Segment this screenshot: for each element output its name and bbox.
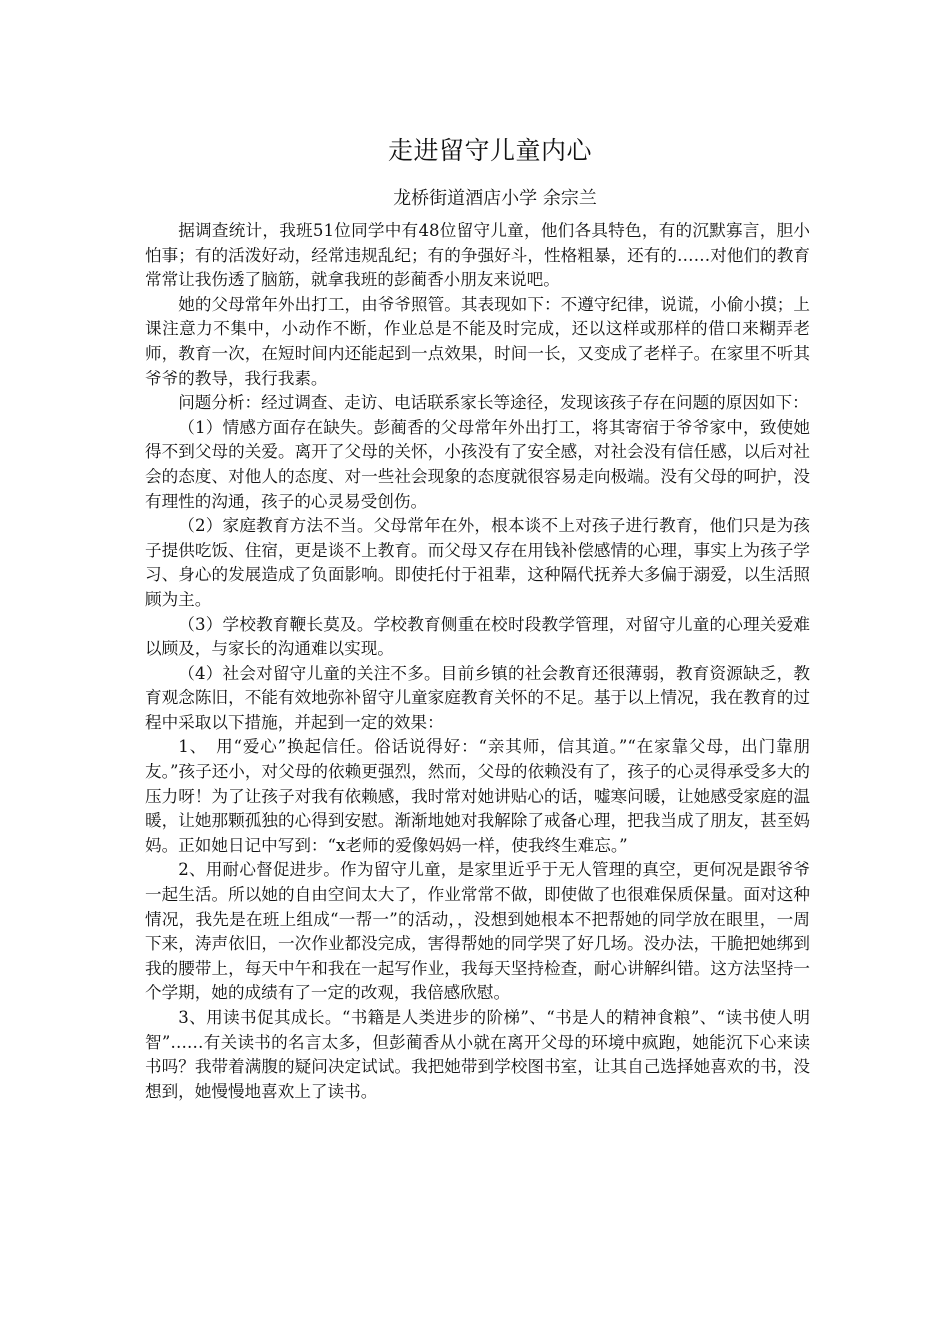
paragraph-cause-4: （4）社会对留守儿童的关注不多。目前乡镇的社会教育还很薄弱，教育资源缺乏，教育观念陈旧，不能有效地弥补留守儿童家庭教育关怀的不足。基于以上情况，我在教育的过程中采取以下措施，并起到一定的效果：	[145, 663, 810, 732]
paragraph-measure-1: 1、 用“爱心”换起信任。俗话说得好：“亲其师，信其道。”“在家靠父母，出门靠朋友。”孩子还小，对父母的依赖更强烈，然而，父母的依赖没有了，孩子的心灵得承受多大的压力呀！为了让孩子对我有依赖感，我时常对她讲贴心的话，嘘寒问暖，让她感受家庭的温暖，让她那颗孤独的心得到安慰。渐渐地她对我解除了戒备心理，把我当成了朋友，甚至妈妈。正如她日记中写到：“x老师的爱像妈妈一样，使我终生难忘。”	[145, 737, 810, 855]
paragraph-cause-3: （3）学校教育鞭长莫及。学校教育侧重在校时段教学管理，对留守儿童的心理关爱难以顾及，与家长的沟通难以实现。	[145, 614, 810, 659]
paragraph-behavior: 她的父母常年外出打工，由爷爷照管。其表现如下：不遵守纪律，说谎，小偷小摸；上课注意力不集中，小动作不断，作业总是不能及时完成，还以这样或那样的借口来糊弄老师，教育一次，在短时间内还能起到一点效果，时间一长，又变成了老样子。在家里不听其爷爷的教导，我行我素。	[145, 294, 810, 388]
document-body	[145, 219, 810, 1104]
paragraph-intro: 据调查统计，我班51位同学中有48位留守儿童，他们各具特色，有的沉默寡言，胆小怕事；有的活泼好动，经常违规乱纪；有的争强好斗，性格粗暴，还有的……对他们的教育常常让我伤透了脑筋，就拿我班的彭蔺香小朋友来说吧。	[145, 221, 810, 290]
paragraph-cause-2: （2）家庭教育方法不当。父母常年在外，根本谈不上对孩子进行教育，他们只是为孩子提供吃饭、住宿，更是谈不上教育。而父母又存在用钱补偿感情的心理，事实上为孩子学习、身心的发展造成了负面影响。即使托付于祖辈，这种隔代抚养大多偏于溺爱，以生活照顾为主。	[145, 516, 810, 609]
paragraph-analysis: 问题分析：经过调查、走访、电话联系家长等途径，发现该孩子存在问题的原因如下：	[178, 393, 809, 413]
paragraph-measure-2: 2、用耐心督促进步。作为留守儿童，是家里近乎于无人管理的真空，更何况是跟爷爷一起生活。所以她的自由空间太大了，作业常常不做，即使做了也很难保质保量。面对这种情况，我先是在班上组成“一帮一”的活动，，没想到她根本不把帮她的同学放在眼里，一周下来，涛声依旧，一次作业都没完成，害得帮她的同学哭了好几场。没办法，干脆把她绑到我的腰带上，每天中午和我在一起写作业，我每天坚持检查，耐心讲解纠错。这方法坚持一个学期，她的成绩有了一定的改观，我倍感欣慰。	[145, 860, 810, 1003]
paragraph-cause-1: （1）情感方面存在缺失。彭蔺香的父母常年外出打工，将其寄宿于爷爷家中，致使她得不到父母的关爱。离开了父母的关怀，小孩没有了安全感，对社会没有信任感，以后对社会的态度、对他人的态度、对一些社会现象的态度就很容易走向极端。没有父母的呵护，没有理性的沟通，孩子的心灵易受创伤。	[145, 417, 810, 511]
document-title: 走进留守儿童内心	[387, 136, 592, 165]
author-line: 龙桥街道酒店小学 余宗兰	[393, 188, 597, 209]
paragraph-measure-3: 3、用读书促其成长。“书籍是人类进步的阶梯”、“书是人的精神食粮”、“读书使人明智”……有关读书的名言太多，但彭蔺香从小就在离开父母的环境中疯跑，她能沉下心来读书吗？我带着满腹的疑问决定试试。我把她带到学校图书室，让其自己选择她喜欢的书，没想到，她慢慢地喜欢上了读书。	[145, 1008, 810, 1101]
